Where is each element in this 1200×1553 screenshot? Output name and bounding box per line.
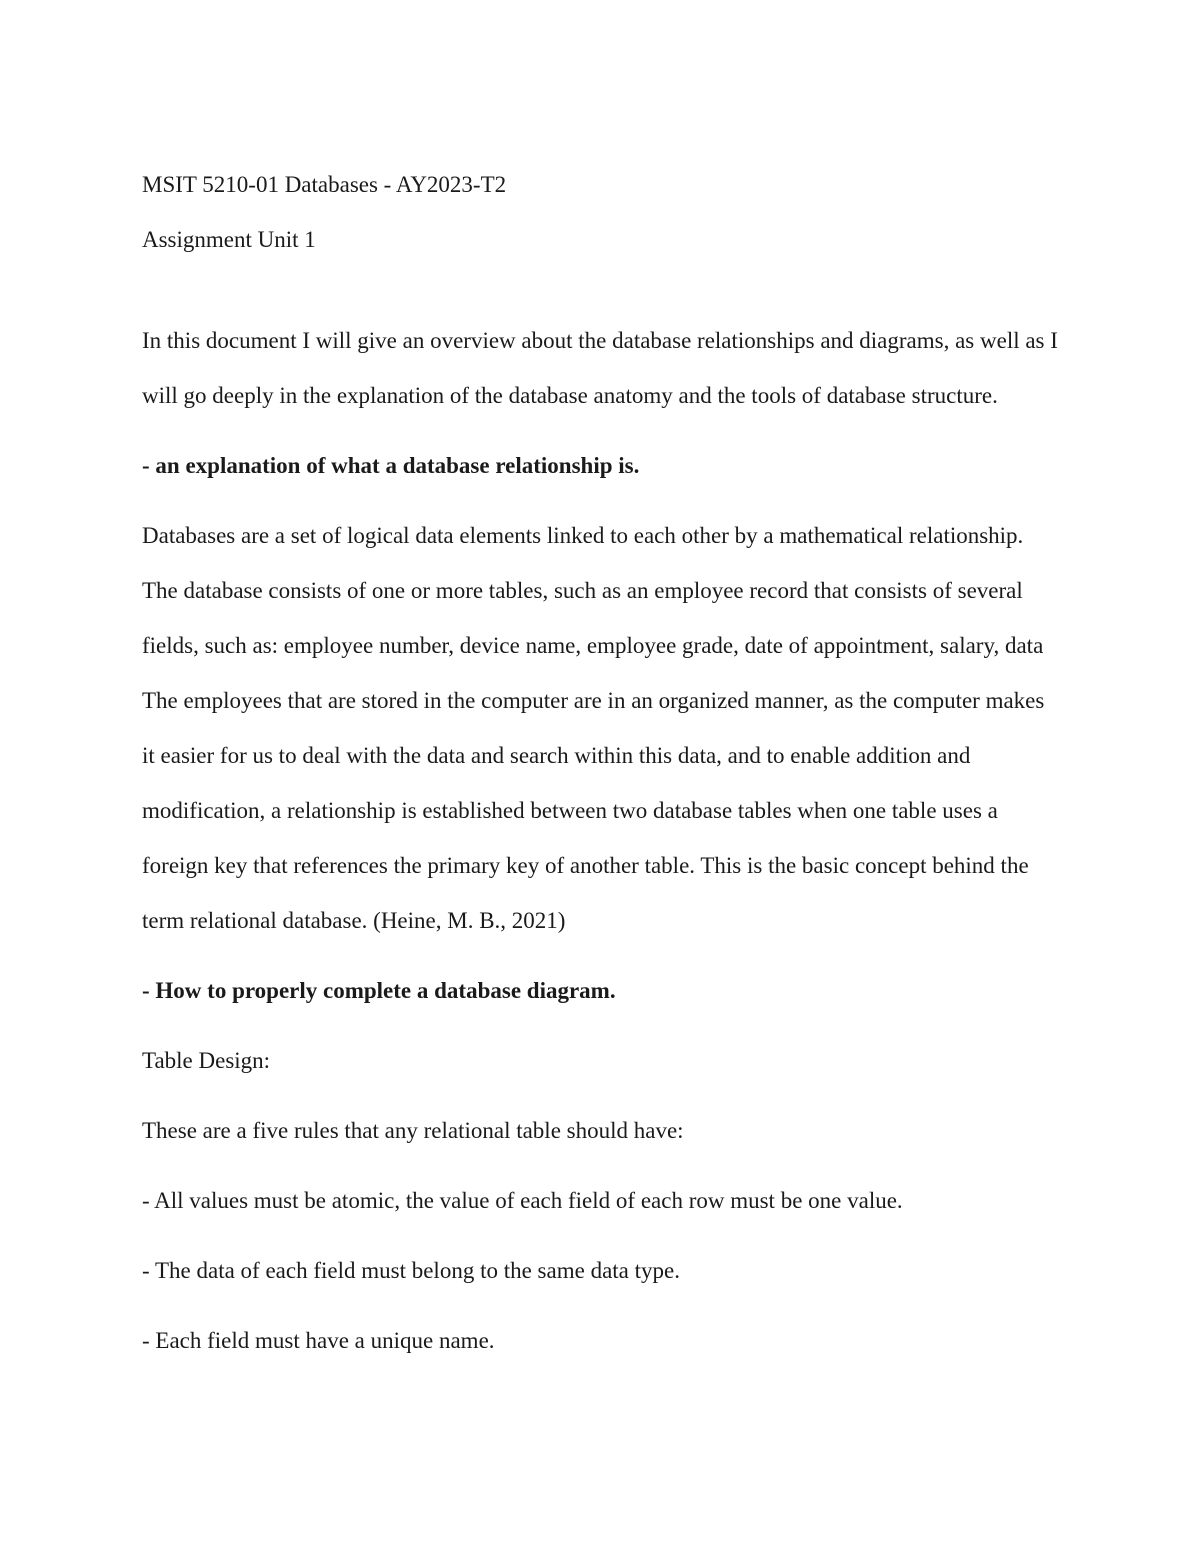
section-heading-database-relationship: - an explanation of what a database relationship is.: [142, 453, 640, 478]
assignment-title-line: Assignment Unit 1: [142, 227, 316, 252]
course-code-line: MSIT 5210-01 Databases - AY2023-T2: [142, 172, 507, 197]
rule-item-unique-name: - Each field must have a unique name.: [142, 1328, 495, 1353]
table-design-label: Table Design:: [142, 1048, 271, 1073]
document-header: [142, 157, 1059, 267]
rule-item-atomic-values: - All values must be atomic, the value of each field of each row must be one value.: [142, 1188, 903, 1213]
section-heading-database-diagram: - How to properly complete a database diagram.: [142, 978, 616, 1003]
rules-intro-line: These are a five rules that any relational table should have:: [142, 1118, 684, 1143]
rule-item-same-data-type: - The data of each field must belong to the same data type.: [142, 1258, 680, 1283]
section-body-database-relationship: Databases are a set of logical data elements linked to each other by a mathematical relationship. The database consists of one or more tables, such as an employee record that consists of several fields, such as: employee number, device name, employee grade, date of appointment, salary, data The employees that are stored in the computer are in an organized manner, as the computer makes it easier for us to deal with the data and search within this data, and to enable addition and modification, a relationship is established between two database tables when one table uses a foreign key that references the primary key of another table. This is the basic concept behind the term relational database. (Heine, M. B., 2021): [142, 523, 1045, 933]
document-content: [142, 157, 1059, 1368]
intro-paragraph: In this document I will give an overview about the database relationships and diagrams, as well as I will go deeply in the explanation of the database anatomy and the tools of database structure.: [142, 328, 1058, 408]
rules-list: [142, 1173, 1059, 1368]
